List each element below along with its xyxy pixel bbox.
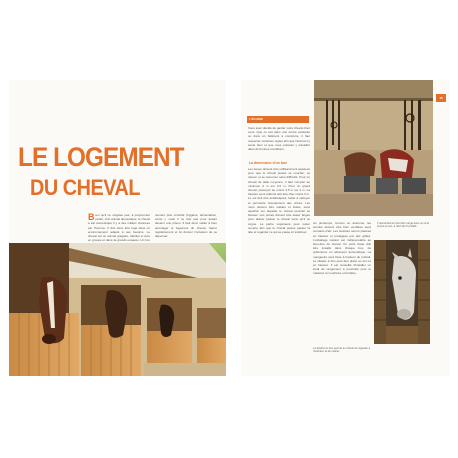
intro-text-1: ien qu'il ne s'agisse pas, à proprement parler, d'un animal domestique, le cheval a été domestiqué il y a des milliers d'années par l'homme. Il doit donc être logé dans un environnement adapté à ses besoins. Le cheval est un animal grégaire, habitué à vivre en groupe et dans de grands espaces. Un box	[88, 213, 150, 243]
section-header	[247, 116, 309, 123]
chapter-title-line-2: DU CHEVAL	[30, 175, 140, 200]
horse-photo-caption: La fenêtre du box permet au cheval de regarder à l'extérieur et de s'aérer.	[313, 347, 371, 354]
subheading: La dimension d'un box	[249, 161, 287, 165]
right-body-text-2: Au printemps, comme en automne, les écuries doivent être bien ventilées sans courants d'air. Les fenêtres seront placées en hauteur et protégées par des grilles. L'éclairage naturel est indispensable au bien-être du cheval. Un point d'eau doit être installé dans chaque box, de préférence un abreuvoir automatique. La mangeoire sera fixée à hauteur du poitrail. Le râtelier à foin peut être placé au sol ou en hauteur. Il est conseillé d'installer un local de rangement à proximité pour le matériel, la nourriture et la litière.	[313, 221, 371, 276]
right-column-1-body	[248, 167, 310, 343]
page-number: 15	[439, 96, 443, 100]
horse-window-illustration	[374, 240, 430, 344]
right-intro-text: Vous avez décidé de garder votre cheval chez vous. Que ce soit dans une écurie existante ou dans un bâtiment à construire, il faut respecter certaines règles afin que l'animal s'y sente bien et que vous puissiez y travailler dans de bonnes conditions.	[248, 126, 310, 152]
page-number-tab	[436, 94, 446, 102]
horse-window-photo	[374, 240, 430, 344]
right-body-text-1: Les boxes doivent être suffisamment spacieux pour que le cheval puisse se coucher, se relever et se retourner sans difficulté. Pour un cheval de taille moyenne, il faut compter au minimum 3 m sur 3,5 m. Pour un grand cheval, prévoyez au moins 3,5 m sur 4 m. La hauteur sous plafond doit être d'au moins 3 m. Le sol doit être antidérapant, facile à nettoyer et permettre l'écoulement des urines. Les murs doivent être solides et lisses, sans aspérité sur laquelle le cheval pourrait se blesser. Les portes doivent être assez larges pour laisser passer le cheval sans qu'il se cogne. La partie supérieure peut rester ouverte afin que le cheval puisse passer la tête et regarder ce qui se passe à l'extérieur.	[248, 167, 310, 235]
stable-horses-photo	[9, 243, 226, 376]
section-label: L'ÉCURIE	[249, 117, 263, 121]
tack-room-photo	[314, 80, 433, 216]
tack-photo-caption: L'harnachement doit être rangé dans un local propre et sec, à l'abri de l'humidité.	[377, 222, 429, 229]
intro-column-1	[88, 213, 150, 243]
dropcap: B	[88, 212, 95, 222]
intro-text-2: nement plus contrôlé (hygiène, alimentation, soins...), mais il ne doit pas pour autant devenir une prison. Il faut donc veiller à bien aménager le logement du cheval, l'aérer régulièrement et lui donner l'occasion de se dépenser.	[155, 213, 217, 239]
right-column-2-body	[313, 221, 371, 339]
intro-column-2	[155, 213, 217, 243]
tack-room-illustration	[314, 80, 433, 216]
stable-horses-illustration	[9, 243, 226, 376]
chapter-title-line-1: LE LOGEMENT	[18, 142, 184, 172]
right-column-1-intro	[248, 126, 310, 156]
